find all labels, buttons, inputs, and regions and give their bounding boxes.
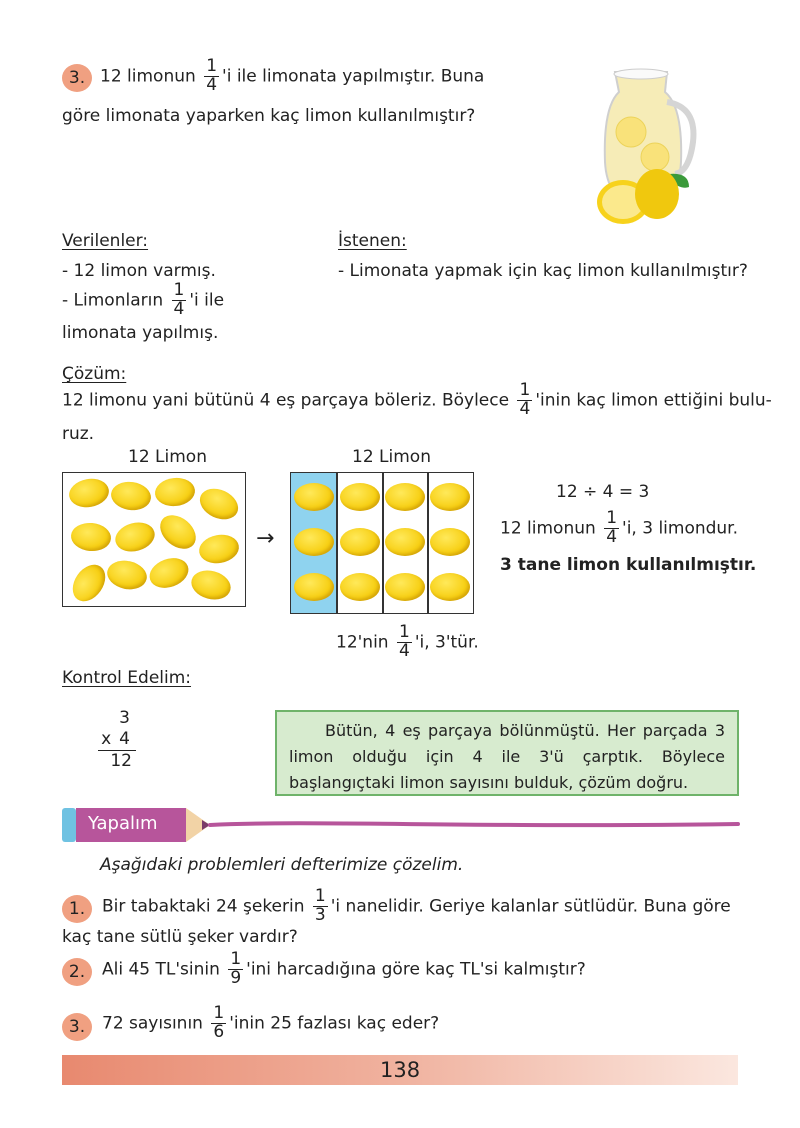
question-line-1 xyxy=(100,58,484,95)
problem-1-before: Bir tabaktaki 24 şekerin xyxy=(102,896,305,917)
problem-2-after: 'ini harcadığına göre kaç TL'si kalmıştır? xyxy=(246,959,586,980)
division-equation: 12 ÷ 4 = 3 xyxy=(556,482,650,502)
question-number-badge xyxy=(62,64,92,92)
solution-heading: Çözüm: xyxy=(62,364,127,384)
conclusion: 3 tane limon kullanılmıştır. xyxy=(500,555,757,575)
lemon xyxy=(430,528,470,556)
frac-numerator: 1 xyxy=(314,886,326,906)
wanted-heading: İstenen: xyxy=(338,231,407,251)
product: 12 xyxy=(110,751,132,771)
lemon xyxy=(195,483,243,525)
multiplication xyxy=(96,708,136,772)
solution-text-line-1 xyxy=(62,382,772,419)
yapalim-label: Yapalım xyxy=(88,813,158,834)
given-heading: Verilenler: xyxy=(62,231,149,251)
lemon xyxy=(340,528,380,556)
lemon xyxy=(385,528,425,556)
fraction xyxy=(204,58,219,95)
problem-2-before: Ali 45 TL'sinin xyxy=(102,959,220,980)
arrow-right-icon: → xyxy=(256,526,275,551)
lemon xyxy=(294,483,334,511)
lemon xyxy=(154,476,197,508)
check-heading: Kontrol Edelim: xyxy=(62,668,192,688)
multiplicand: 3 xyxy=(119,708,130,728)
frac-numerator: 1 xyxy=(606,508,618,528)
lemon xyxy=(66,559,112,608)
lemon xyxy=(154,508,203,555)
pencil-icon xyxy=(62,806,742,844)
lemon xyxy=(385,573,425,601)
problem-3-after: 'inin 25 fazlası kaç eder? xyxy=(229,1013,440,1034)
fraction xyxy=(313,888,328,925)
box-caption xyxy=(336,624,479,661)
frac-numerator: 1 xyxy=(206,56,218,76)
solution-text-after: 'inin kaç limon ettiğini bulu- xyxy=(535,390,772,411)
question-line-2: göre limonata yaparken kaç limon kullanılmıştır? xyxy=(62,106,476,126)
frac-denominator: 3 xyxy=(314,904,326,925)
caption-after: 'i, 3'tür. xyxy=(414,632,479,653)
frac-denominator: 9 xyxy=(230,967,242,988)
problem-number-badge xyxy=(62,1013,92,1041)
eq2-after: 'i, 3 limondur. xyxy=(622,518,739,539)
frac-denominator: 4 xyxy=(606,526,618,547)
frac-denominator: 6 xyxy=(213,1021,225,1042)
fraction xyxy=(228,951,243,988)
frac-denominator: 4 xyxy=(398,640,410,661)
q3-text-after: 'i ile limonata yapılmıştır. Buna xyxy=(222,66,485,87)
given-line-2-after: 'i ile xyxy=(189,290,225,311)
lemon xyxy=(145,553,192,593)
frac-numerator: 1 xyxy=(213,1003,225,1023)
given-line-3: limonata yapılmış. xyxy=(62,323,219,343)
frac-numerator: 1 xyxy=(398,622,410,642)
lemon xyxy=(385,483,425,511)
lemon xyxy=(112,518,158,555)
multiplier-row xyxy=(96,729,136,750)
fraction xyxy=(211,1005,226,1042)
lemon xyxy=(340,483,380,511)
q3-text-before: 12 limonun xyxy=(100,66,196,87)
check-note: Bütün, 4 eş parçaya bölünmüştü. Her parçada 3 limon olduğu için 4 ile 3'ü çarptık. Böylece başlangıçtaki limon sayısını bulduk, çözüm doğru. xyxy=(289,721,725,792)
problem-1-after: 'i nanelidir. Geriye kalanlar sütlüdür. Buna göre xyxy=(330,896,731,917)
lemon xyxy=(109,479,153,512)
frac-numerator: 1 xyxy=(519,380,531,400)
lemon xyxy=(430,573,470,601)
instruction: Aşağıdaki problemleri defterimize çözelim. xyxy=(100,855,464,875)
multiplier: 4 xyxy=(119,729,130,749)
lemonade-jug-icon xyxy=(585,62,705,234)
problem-number: 2. xyxy=(68,962,86,982)
lemon xyxy=(105,557,150,593)
divider xyxy=(382,473,384,613)
problem-number-badge xyxy=(62,958,92,986)
solution-text-before: 12 limonu yani bütünü 4 eş parçaya böleriz. Böylece xyxy=(62,390,510,411)
page-number: 138 xyxy=(380,1058,421,1082)
lemon xyxy=(70,521,112,552)
lemon xyxy=(430,483,470,511)
eq2-before: 12 limonun xyxy=(500,518,596,539)
fraction xyxy=(172,282,187,319)
problem-number-badge xyxy=(62,895,92,923)
right-box-label: 12 Limon xyxy=(352,447,431,467)
frac-numerator: 1 xyxy=(230,949,242,969)
caption-before: 12'nin xyxy=(336,632,389,653)
given-line-1: - 12 limon varmış. xyxy=(62,261,216,281)
fraction xyxy=(397,624,412,661)
check-note-box xyxy=(275,710,739,796)
divider xyxy=(427,473,429,613)
lemon xyxy=(340,573,380,601)
given-line-2-before: - Limonların xyxy=(62,290,164,311)
lemon xyxy=(188,566,234,603)
problem-1-line-2: kaç tane sütlü şeker vardır? xyxy=(62,927,298,947)
times-sign: x xyxy=(101,729,112,749)
frac-denominator: 4 xyxy=(519,398,531,419)
divider xyxy=(336,473,338,613)
problem-3-before: 72 sayısının xyxy=(102,1013,203,1034)
lemon xyxy=(294,573,334,601)
lemons-box-whole xyxy=(62,472,246,607)
left-box-label: 12 Limon xyxy=(128,447,207,467)
frac-denominator: 4 xyxy=(173,298,185,319)
frac-numerator: 1 xyxy=(173,280,185,300)
fraction xyxy=(517,382,532,419)
problem-2-line xyxy=(102,951,586,988)
solution-text-line-2: ruz. xyxy=(62,424,95,444)
problem-3-line xyxy=(102,1005,439,1042)
fraction xyxy=(604,510,619,547)
lemon xyxy=(294,528,334,556)
equation-sentence xyxy=(500,510,738,547)
given-line-2 xyxy=(62,282,224,319)
frac-denominator: 4 xyxy=(206,74,218,95)
problem-1-line-1 xyxy=(102,888,731,925)
problem-number: 3. xyxy=(68,1017,86,1037)
question-number: 3. xyxy=(68,68,86,88)
wanted-line-1: - Limonata yapmak için kaç limon kullanılmıştır? xyxy=(338,261,748,281)
problem-number: 1. xyxy=(68,899,86,919)
lemons-box-divided xyxy=(290,472,474,614)
lemon xyxy=(197,532,241,567)
lemon xyxy=(67,476,111,511)
